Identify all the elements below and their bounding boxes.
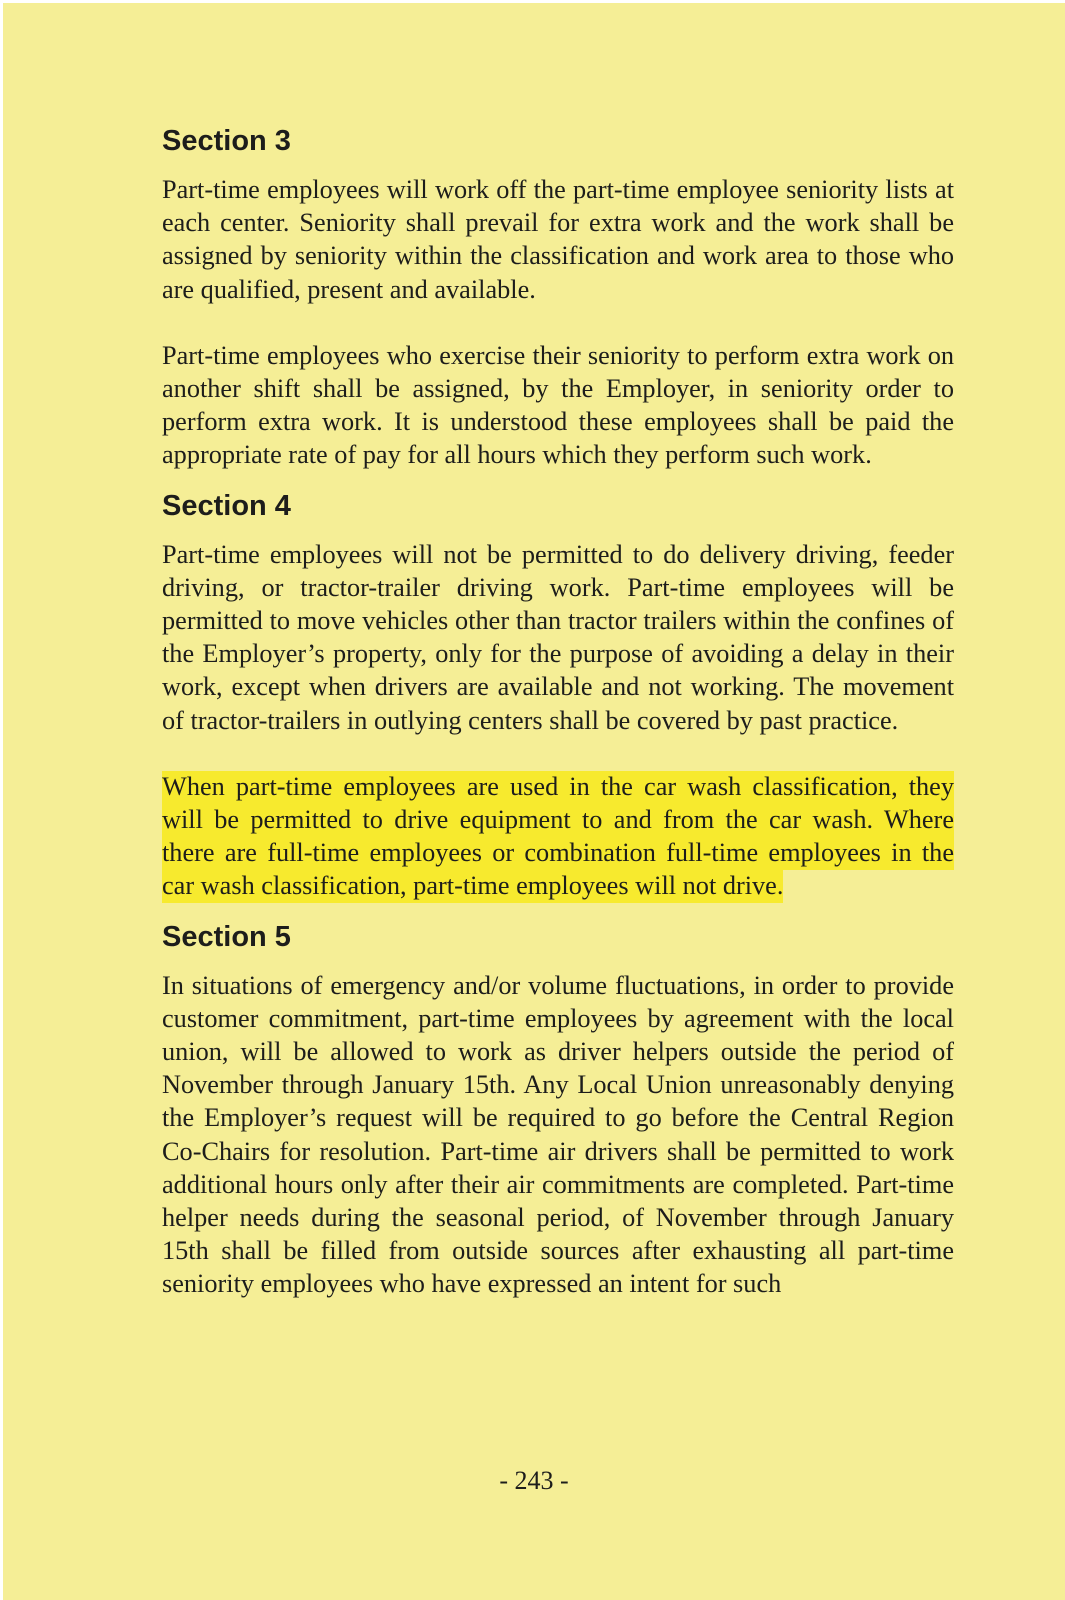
section-3-heading: Section 3 [162, 125, 291, 157]
section-5 [162, 917, 954, 1301]
section-3-paragraph-2: Part-time employees who exercise their seniority to perform extra work on another shift shall be assigned, by the Employer, in seniority order to perform extra work. It is understood these employees shall be paid the appropriate rate of pay for all hours which they perform such work. [162, 340, 954, 470]
document-page [3, 3, 1065, 1600]
section-5-heading: Section 5 [162, 920, 291, 953]
highlighted-text: When part-time employees are used in the car wash classification, they will be permitted to drive equipment to and from the car wash. Where there are full-time employees or combination full-time employees in the car wash classification, part-time employees will not drive. [162, 771, 954, 904]
section-4-paragraph-1: Part-time employees will not be permitted to do delivery driving, feeder driving, or tractor-trailer driving work. Part-time employees will be permitted to move vehicles other than tractor trailers within the confines of the Employer’s property, only for the purpose of avoiding a delay in their work, except when drivers are available and not working. The movement of tractor-trailers in outlying centers shall be covered by past practice. [162, 539, 954, 735]
page-number: - 243 - [499, 1466, 569, 1495]
section-5-paragraph-1: In situations of emergency and/or volume fluctuations, in order to provide customer commitment, part-time employees by agreement with the local union, will be allowed to work as driver helpers outside the period of November through January 15th. Any Local Union unreasonably denying the Employer’s request will be required to go before the Central Region Co-Chairs for resolution. Part-time air drivers shall be permitted to work additional hours only after their air commitments are completed. Part-time helper needs during the seasonal period, of November through January 15th shall be filled from outside sources after exhausting all part-time seniority employees who have expressed an intent for such [162, 970, 954, 1299]
section-3 [162, 121, 954, 472]
section-4-paragraph-2-highlighted [162, 770, 954, 903]
page-content [162, 121, 954, 1301]
section-4 [162, 486, 954, 903]
section-3-paragraph-1: Part-time employees will work off the part-time employee seniority lists at each center. Seniority shall prevail for extra work and the work shall be assigned by seniority within the classification and work area to those who are qualified, present and available. [162, 175, 954, 304]
section-4-heading: Section 4 [162, 489, 291, 522]
